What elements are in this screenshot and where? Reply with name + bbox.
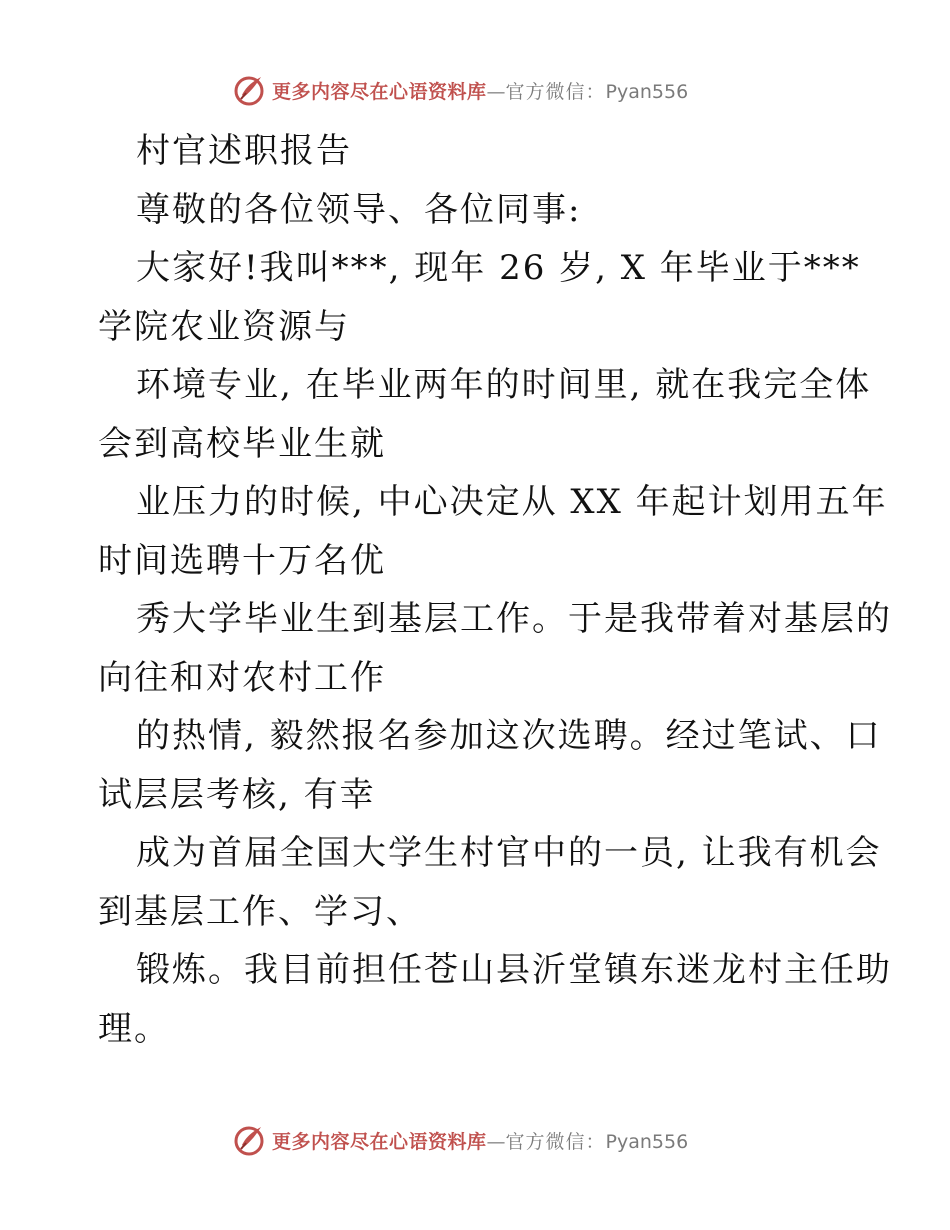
document-line: 秀大学毕业生到基层工作。于是我带着对基层的 <box>136 599 892 639</box>
quill-logo-icon <box>232 73 266 107</box>
document-line: 理。 <box>98 1008 170 1049</box>
document-line: 到基层工作、学习、 <box>98 891 422 932</box>
banner-red-text: 更多内容尽在心语资料库 <box>272 1130 487 1153</box>
document-line: 环境专业, 在毕业两年的时间里, 就在我完全体 <box>136 365 872 405</box>
document-line: 成为首届全国大学生村官中的一员, 让我有机会 <box>136 833 882 873</box>
document-line: 时间选聘十万名优 <box>98 540 386 581</box>
footer-watermark-banner <box>232 1120 752 1160</box>
banner-wechat-id: Pyan556 <box>605 80 689 103</box>
document-line: 村官述职报告 <box>136 131 352 171</box>
document-line: 锻炼。我目前担任苍山县沂堂镇东迷龙村主任助 <box>136 950 892 990</box>
document-line: 的热情, 毅然报名参加这次选聘。经过笔试、口 <box>136 716 882 756</box>
banner-red-text: 更多内容尽在心语资料库 <box>272 80 487 103</box>
banner-wechat-id: Pyan556 <box>605 1130 689 1153</box>
document-line: 尊敬的各位领导、各位同事: <box>136 189 582 230</box>
quill-logo-icon <box>232 1123 266 1157</box>
banner-grey-text: 官方微信： <box>505 80 606 103</box>
document-line: 业压力的时候, 中心决定从 XX 年起计划用五年 <box>136 482 888 522</box>
banner-grey-text: 官方微信： <box>505 1130 606 1153</box>
document-line: 学院农业资源与 <box>98 306 350 347</box>
banner-separator: — <box>486 80 506 103</box>
document-line: 试层层考核, 有幸 <box>98 774 376 815</box>
banner-separator: — <box>486 1130 506 1153</box>
document-line: 向往和对农村工作 <box>98 657 386 698</box>
document-body <box>98 122 892 1058</box>
document-line: 大家好!我叫***, 现年 26 岁, X 年毕业于*** <box>136 248 861 288</box>
document-line: 会到高校毕业生就 <box>98 423 386 464</box>
header-watermark-banner <box>232 70 752 110</box>
